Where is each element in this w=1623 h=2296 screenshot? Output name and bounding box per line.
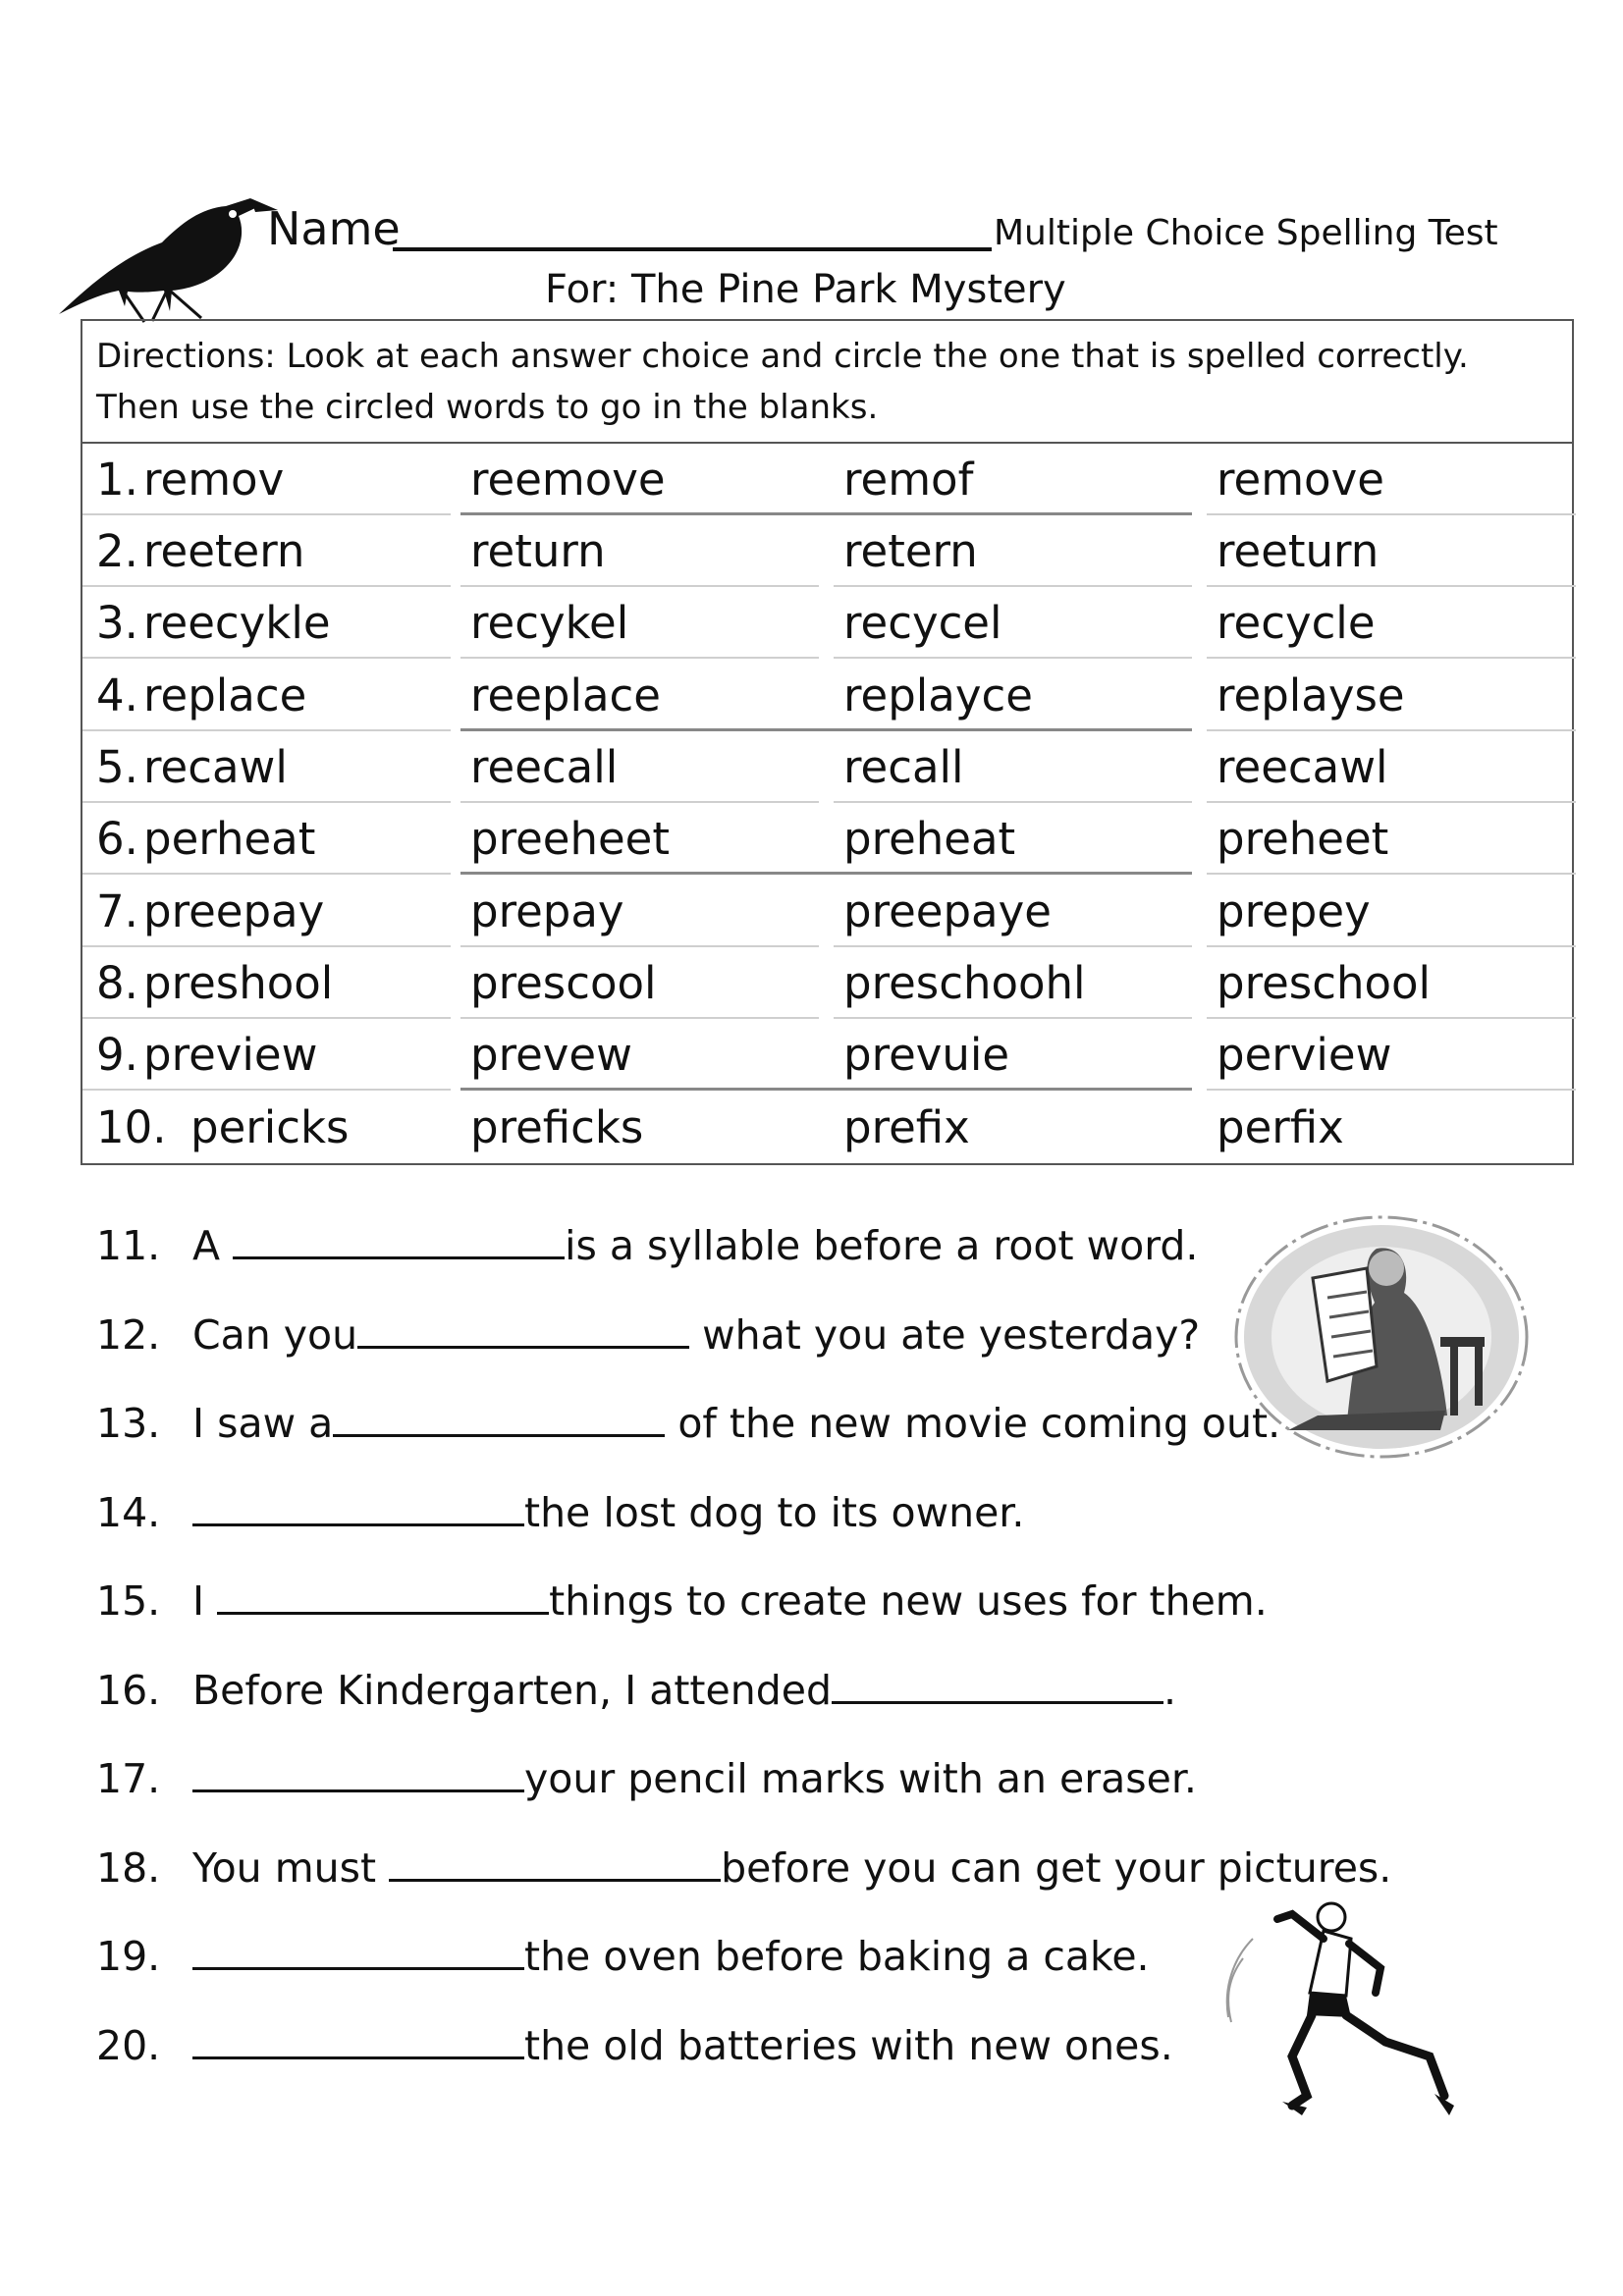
choice-row [82, 1019, 1572, 1091]
sentence-item [96, 1395, 1280, 1451]
choice-row [82, 947, 1572, 1019]
choice-word: prepey [1217, 885, 1371, 937]
sentence-text-after: . [1163, 1666, 1177, 1714]
choice-word: preschool [1217, 957, 1432, 1009]
directions-line-1: Directions: Look at each answer choice and circle the one that is spelled correctly. [96, 337, 1469, 376]
choice-cell[interactable] [843, 731, 1197, 803]
sentence-number: 14. [96, 1488, 161, 1536]
choice-cell[interactable] [843, 587, 1197, 659]
story-title: For: The Pine Park Mystery [545, 267, 1066, 312]
directions-line-2: Then use the circled words to go in the blanks. [96, 388, 879, 427]
item-number: 8. [96, 957, 138, 1009]
answer-blank[interactable] [192, 1928, 524, 1970]
sentence-text-before: I [192, 1577, 218, 1625]
item-number: 3. [96, 597, 138, 649]
sentence-number: 13. [96, 1400, 161, 1447]
answer-blank[interactable] [192, 2017, 524, 2059]
answer-blank[interactable] [357, 1307, 689, 1349]
choice-word: perheat [143, 813, 316, 865]
answer-blank[interactable] [333, 1395, 665, 1437]
sentence-text-before: I saw a [192, 1400, 334, 1447]
choice-row [82, 876, 1572, 947]
answer-blank[interactable] [233, 1217, 565, 1259]
choice-word: reetern [143, 525, 305, 577]
choice-cell[interactable] [1217, 803, 1570, 875]
sentence-text-after: things to create new uses for them. [549, 1577, 1268, 1625]
choice-cell[interactable] [843, 1019, 1197, 1091]
choice-word: remov [143, 454, 285, 506]
choice-word: prepay [470, 885, 624, 937]
item-number: 1. [96, 454, 138, 506]
choice-word: reecykle [143, 597, 331, 649]
sentence-text-after: before you can get your pictures. [721, 1843, 1392, 1892]
sentence-text-after: your pencil marks with an eraser. [524, 1755, 1197, 1802]
choice-cell-first[interactable] [96, 947, 460, 1019]
choice-word: reeplace [470, 669, 661, 721]
choice-word: recall [843, 741, 964, 793]
row-divider [1207, 1089, 1576, 1091]
choice-row [82, 515, 1572, 587]
sentence-text-before: Before Kindergarten, I attended [192, 1666, 832, 1714]
sentence-item [96, 1307, 1200, 1362]
choice-cell[interactable] [1217, 587, 1570, 659]
sentence-text-before: A [192, 1222, 234, 1269]
choice-row [82, 1092, 1572, 1163]
row-divider [82, 657, 451, 659]
choice-cell[interactable] [1217, 660, 1570, 731]
sentence-number: 16. [96, 1666, 161, 1714]
choice-word: reecall [470, 741, 619, 793]
underline-mark [460, 1088, 1192, 1091]
sentence-text-after: is a syllable before a root word. [565, 1222, 1199, 1269]
choice-cell[interactable] [843, 660, 1197, 731]
choice-word: preheet [1217, 813, 1389, 865]
choice-word: preepay [143, 885, 325, 937]
choice-cell-first[interactable] [96, 731, 460, 803]
choice-word: perfix [1217, 1101, 1344, 1153]
choice-cell[interactable] [843, 947, 1197, 1019]
choice-cell[interactable] [843, 876, 1197, 947]
choice-cell[interactable] [843, 803, 1197, 875]
choice-cell[interactable] [1217, 876, 1570, 947]
choice-cell[interactable] [470, 515, 824, 587]
sentence-number: 20. [96, 2021, 161, 2069]
item-number: 7. [96, 885, 138, 937]
answer-blank[interactable] [192, 1484, 524, 1526]
row-divider [1207, 873, 1576, 875]
choice-cell[interactable] [1217, 731, 1570, 803]
choice-cell-first[interactable] [96, 876, 460, 947]
name-label: Name [267, 202, 401, 255]
choice-word: preeheet [470, 813, 670, 865]
row-divider [82, 1089, 451, 1091]
choice-word: prevuie [843, 1029, 1010, 1081]
choice-cell[interactable] [470, 803, 824, 875]
answer-blank[interactable] [192, 1750, 524, 1792]
choice-word: preshool [143, 957, 334, 1009]
choice-word: return [470, 525, 606, 577]
choice-cell[interactable] [470, 1019, 824, 1091]
choice-word: recykel [470, 597, 629, 649]
choice-cell[interactable] [470, 947, 824, 1019]
choice-word: prevew [470, 1029, 632, 1081]
choice-cell[interactable] [470, 444, 824, 515]
choice-word: replace [143, 669, 307, 721]
sentence-text-after: of the new movie coming out. [665, 1400, 1281, 1447]
sentence-number: 19. [96, 1933, 161, 1980]
answer-blank[interactable] [217, 1573, 549, 1615]
choice-word: preschoohl [843, 957, 1086, 1009]
choice-word: reeturn [1217, 525, 1380, 577]
choice-word: preepaye [843, 885, 1052, 937]
sentence-number: 15. [96, 1577, 161, 1625]
name-blank[interactable] [393, 247, 992, 251]
choice-cell[interactable] [1217, 1019, 1570, 1091]
directions [82, 321, 1572, 444]
sentence-text-after: the oven before baking a cake. [524, 1933, 1150, 1980]
answer-blank[interactable] [389, 1840, 721, 1882]
row-divider [460, 657, 819, 659]
sentence-text-before: Can you [192, 1310, 358, 1359]
sentence-text-after: the old batteries with new ones. [524, 2021, 1173, 2069]
choice-word: remof [843, 454, 974, 506]
sentence-text-before: You must [192, 1843, 390, 1892]
choice-word: recawl [143, 741, 288, 793]
choice-word: replayse [1217, 669, 1405, 721]
choice-word: perview [1217, 1029, 1392, 1081]
crow-clipart [54, 188, 280, 326]
item-number: 4. [96, 669, 138, 721]
sentence-text-after: the lost dog to its owner. [524, 1488, 1025, 1536]
sentence-text-after: what you ate yesterday? [689, 1310, 1201, 1359]
choice-row [82, 587, 1572, 659]
item-number: 2. [96, 525, 138, 577]
choice-word: recycel [843, 597, 1002, 649]
row-divider [82, 873, 451, 875]
choice-row [82, 444, 1572, 515]
choice-cell[interactable] [470, 731, 824, 803]
reader-on-bench-clipart [1229, 1209, 1534, 1465]
sentence-item [96, 1750, 1197, 1806]
sentence-item [96, 1217, 1198, 1273]
choice-cell-first[interactable] [96, 444, 460, 515]
item-number: 5. [96, 741, 138, 793]
choice-cell[interactable] [843, 1092, 1197, 1163]
sentence-number: 12. [96, 1310, 161, 1359]
sentence-item [96, 1840, 1391, 1896]
choice-word: remove [1217, 454, 1384, 506]
row-divider [834, 657, 1192, 659]
sentence-item [96, 1573, 1268, 1629]
choice-word: reemove [470, 454, 666, 506]
choice-word: replayce [843, 669, 1033, 721]
choice-word: prescool [470, 957, 657, 1009]
sentence-number: 18. [96, 1843, 161, 1892]
choice-cell-first[interactable] [96, 587, 460, 659]
choice-cell-first[interactable] [96, 1019, 460, 1091]
item-number: 10. [96, 1101, 167, 1153]
choice-cell-first[interactable] [96, 1092, 460, 1163]
choice-row [82, 803, 1572, 875]
choice-cell[interactable] [470, 1092, 824, 1163]
choice-word: preview [143, 1029, 318, 1081]
choice-word: preheat [843, 813, 1016, 865]
runner-clipart [1214, 1899, 1469, 2125]
answer-blank[interactable] [832, 1662, 1163, 1704]
test-title: Multiple Choice Spelling Test [994, 213, 1498, 253]
choice-cell[interactable] [470, 660, 824, 731]
sentence-item [96, 2017, 1173, 2073]
choice-cell[interactable] [470, 876, 824, 947]
choice-cell[interactable] [843, 515, 1197, 587]
choice-cell[interactable] [1217, 1092, 1570, 1163]
choice-cell-first[interactable] [96, 660, 460, 731]
choice-word: recycle [1217, 597, 1376, 649]
choice-word: preficks [470, 1101, 644, 1153]
choice-cell[interactable] [1217, 947, 1570, 1019]
item-number: 9. [96, 1029, 138, 1081]
choice-cell[interactable] [470, 587, 824, 659]
choice-cell-first[interactable] [96, 803, 460, 875]
choice-cell-first[interactable] [96, 515, 460, 587]
choice-word: prefix [843, 1101, 970, 1153]
choice-word: reecawl [1217, 741, 1388, 793]
choice-word: retern [843, 525, 978, 577]
choice-row [82, 731, 1572, 803]
item-number: 6. [96, 813, 138, 865]
choice-cell[interactable] [843, 444, 1197, 515]
sentence-item [96, 1484, 1024, 1540]
sentence-number: 17. [96, 1755, 161, 1802]
row-divider [1207, 657, 1576, 659]
spelling-choice-table [81, 319, 1574, 1165]
choice-row [82, 660, 1572, 731]
underline-mark [460, 872, 1192, 875]
sentence-item [96, 1928, 1150, 1984]
sentence-item [96, 1662, 1176, 1718]
choice-word: pericks [190, 1101, 350, 1153]
choice-cell[interactable] [1217, 515, 1570, 587]
choice-cell[interactable] [1217, 444, 1570, 515]
sentence-number: 11. [96, 1222, 161, 1269]
